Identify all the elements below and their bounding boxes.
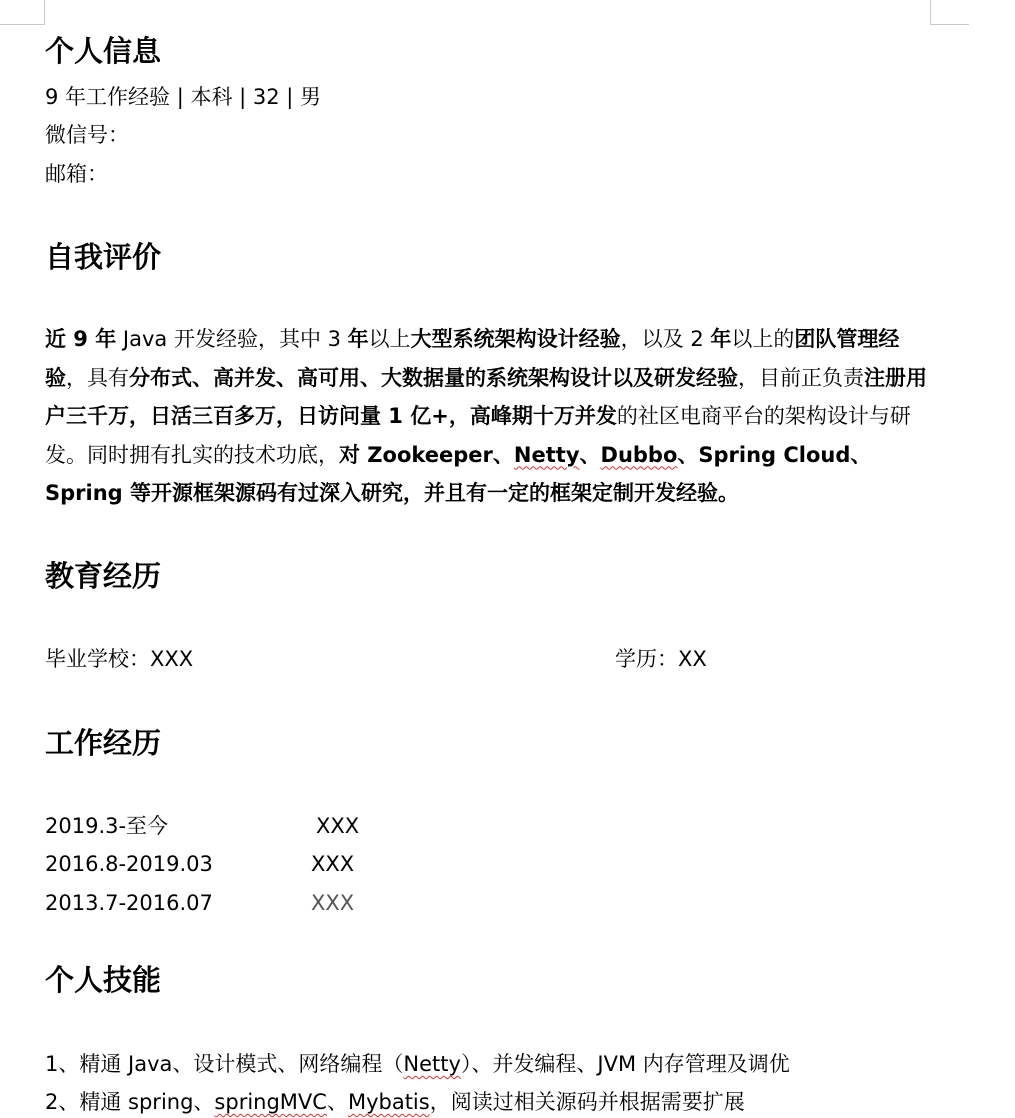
self-evaluation-text: Java 开发经验，其中 3 [116,327,348,351]
self-evaluation-bold-text: 年 [710,327,732,351]
education-heading: 教育经历 [45,559,162,593]
self-evaluation-bold-text: 注册用户三千万，日活三百多万，日访问量 1 亿+，高峰期十万并发 [45,365,927,428]
self-evaluation-bold-text: Dubbo [600,442,678,467]
self-evaluation-text: 的社区电商平台的架构设计与研发。同时拥有扎实的技术功底， [45,404,911,467]
self-evaluation-text: 以上的 [731,327,795,351]
job-period: 2016.8-2019.03 [45,852,213,876]
personal-info-heading: 个人信息 [45,34,162,68]
job-company: XXX [311,891,355,915]
skills-heading: 个人技能 [45,963,162,997]
job-period: 2013.7-2016.07 [45,891,213,915]
self-evaluation-bold-text: 近 9 年 [45,327,117,351]
self-evaluation-heading: 自我评价 [45,240,162,274]
self-evaluation-text: ，具有 [66,365,129,390]
self-evaluation-bold-text: 大型系统架构设计经验 [410,327,621,351]
self-evaluation-bold-text: 对 Zookeeper、 [339,442,514,467]
skill-text: Mybatis [347,1090,430,1114]
skill-text: 1、精通 Java、设计模式、网络编程（ [45,1052,404,1076]
education-degree: 学历：XX [615,647,707,671]
self-evaluation-bold-text: 年 [347,327,369,351]
self-evaluation-bold-text: 、 [579,442,601,467]
skill-text: springMVC [214,1090,327,1114]
work-history-heading: 工作经历 [45,726,162,760]
skill-text: 2、精通 spring、 [45,1090,215,1114]
self-evaluation-paragraph [45,320,940,513]
self-evaluation-text: 以上 [368,327,411,351]
skill-item [45,1088,745,1116]
self-evaluation-bold-text: 分布式、高并发、高可用、大数据量的系统架构设计以及研发经验 [129,365,738,390]
job-period: 2019.3-至今 [45,814,169,838]
job-company: XXX [316,814,360,838]
personal-summary-line: 9 年工作经验 | 本科 | 32 | 男 [45,85,322,109]
skill-text: 、 [326,1090,348,1114]
wechat-label: 微信号： [45,123,129,147]
skill-item [45,1050,790,1078]
skill-text: Netty [403,1052,461,1076]
education-school: 毕业学校：XXX [45,647,194,671]
job-company: XXX [311,852,355,876]
self-evaluation-text: ，以及 2 [620,327,711,351]
skill-text: ）、并发编程、JVM 内存管理及调优 [460,1052,790,1076]
skill-text: ，阅读过相关源码并根据需要扩展 [429,1090,745,1114]
self-evaluation-bold-text: 团队管理经验 [45,327,900,390]
page-corner-mark-left [0,0,45,25]
self-evaluation-text: ，目前正负责 [738,365,864,390]
self-evaluation-bold-text: 、Spring Cloud、Spring 等开源框架源码有过深入研究，并且有一定的框架定制开发经验。 [45,442,872,505]
page-corner-mark-right [930,0,969,25]
email-label: 邮箱： [45,162,108,186]
self-evaluation-bold-text: Netty [513,442,580,467]
